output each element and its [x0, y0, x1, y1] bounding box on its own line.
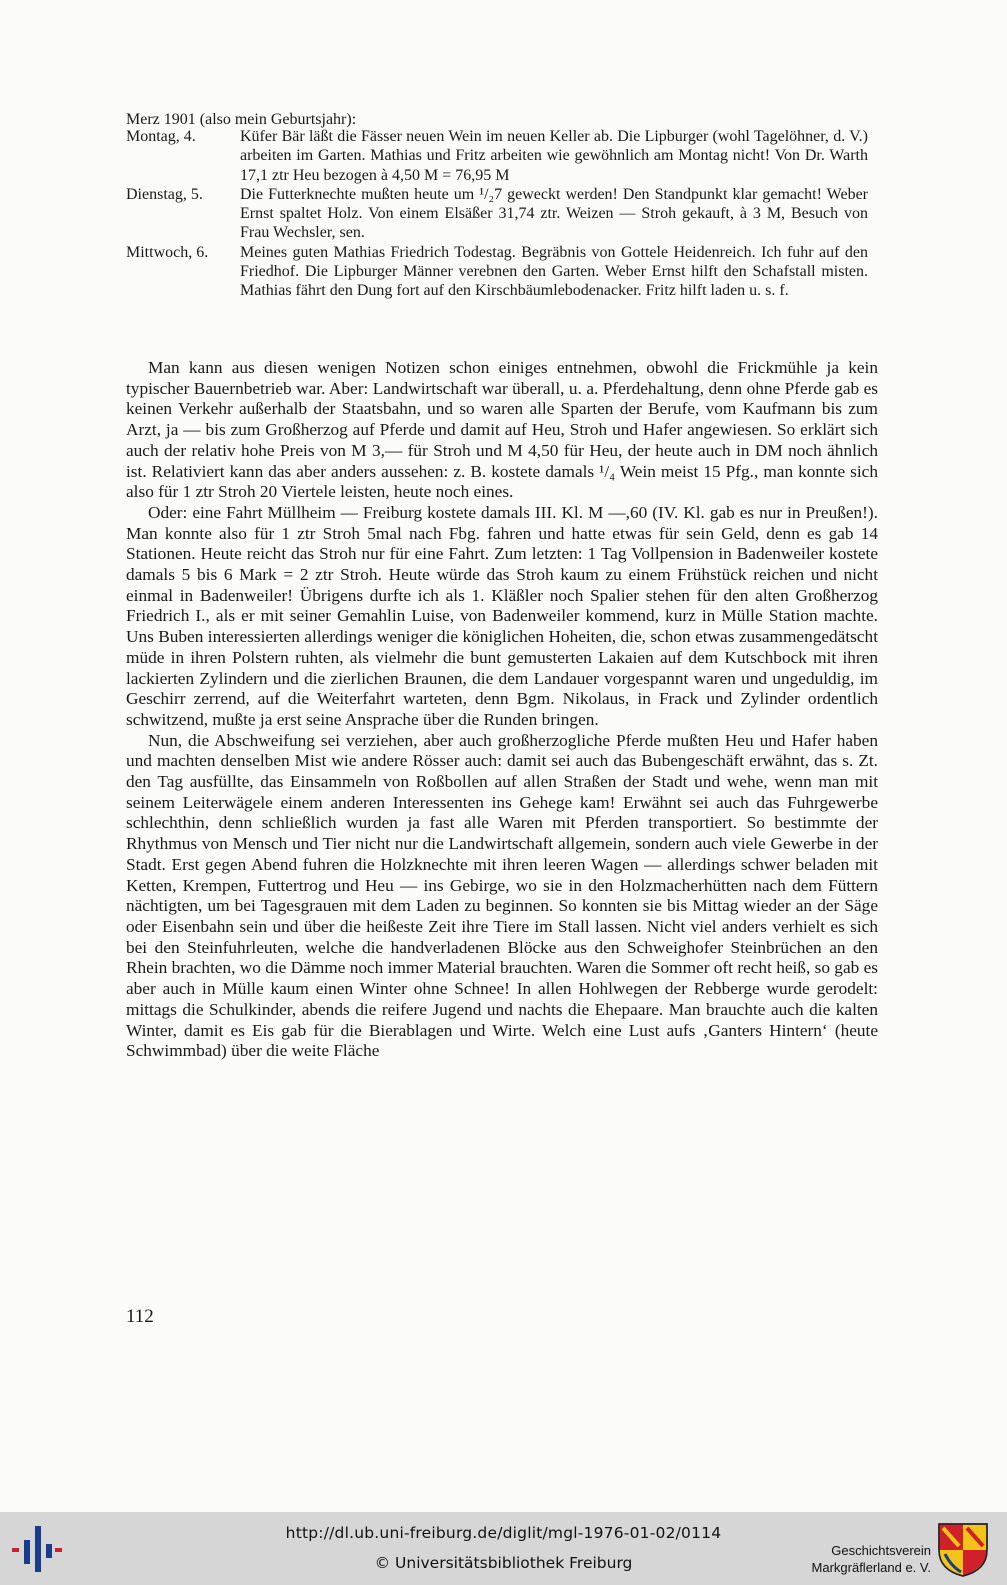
society-line-1: Geschichtsverein: [831, 1543, 931, 1558]
diary-intro: Merz 1901 (also mein Geburtsjahr):: [126, 111, 357, 128]
paragraph: Oder: eine Fahrt Müllheim — Freiburg kostete damals III. Kl. M —,60 (IV. Kl. gab es nur in Preußen!). Man konnte also für 1 ztr Stroh 5mal nach Fbg. fahren und hatte etwas für sein Geld, denn es gab 14 Stationen. Heute reicht das Stroh nur für eine Fahrt. Zum letzten: 1 Tag Vollpension in Badenweiler kostete damals 5 bis 6 Mark = 2 ztr Stroh. Heute würde das Stroh kaum zu einem Frühstück reichen und nicht einmal in Badenweiler! Übrigens durfte ich als 1. Kläßler noch Spalier stehen für den alten Großherzog Friedrich I., als er mit seiner Gemahlin Luise, von Badenweiler kommend, kurz in Mülle Station machte. Uns Buben interessierten allerdings weniger die königlichen Hoheiten, die, schon etwas zusammengedätscht müde in ihren Polstern ruhten, als vielmehr die bunt gemusterten Lakaien auf dem Kutschbock mit ihren lackierten Zylindern und die zierlichen Braunen, die dem Landauer vorgespannt waren und ungeduldig, im Geschirr zerrend, auf die Weiterfahrt warteten, denn Bgm. Nikolaus, in Frack und Zylinder ordentlich schwitzend, mußte ja erst seine Ansprache über die Runden bringen.: [126, 502, 878, 729]
coat-of-arms-icon[interactable]: [937, 1522, 989, 1578]
entry-text: Meines guten Mathias Friedrich Todestag. Begräbnis von Gottele Heidenreich. Ich fuhr auf den Friedhof. Die Lipburger Männer verebnen den Garten. Weber Ernst hilft den Schafstall misten. Mathias fährt den Dung fort auf den Kirschbäumlebodenacker. Fritz hilft laden u. s. f.: [240, 243, 868, 300]
diary-entry: [126, 127, 878, 185]
viewer-footer: [0, 1512, 1007, 1585]
entry-day: Montag, 4.: [126, 128, 196, 145]
copyright-text: © Universitätsbibliothek Freiburg: [374, 1554, 633, 1572]
entry-text: Küfer Bär läßt die Fässer neuen Wein im neuen Keller ab. Die Lipburger (wohl Tagelöhner, d. V.) arbeiten im Garten. Mathias und Fritz arbeiten wie gewöhnlich am Montag nicht! Von Dr. Warth 17,1 ztr Heu bezogen à 4,50 M = 76,95 M: [240, 128, 868, 184]
entry-day: Mittwoch, 6.: [126, 243, 209, 261]
paragraph: Man kann aus diesen wenigen Notizen schon einiges entnehmen, obwohl die Frickmühle ja kein typischer Bauernbetrieb war. Aber: Landwirtschaft war überall, u. a. Pferdehaltung, denn ohne Pferde gab es keinen Verkehr außerhalb der Staatsbahn, und so waren alle Sparten der Berufe, vom Kaufmann bis zum Arzt, ja — bis zum Großherzog auf Pferde und damit auf Heu, Stroh und Hafer angewiesen. So erklärt sich auch der relativ hohe Preis von M 3,— für Stroh und M 4,50 für Heu, der heute auch in DM noch ähnlich ist. Relativiert kann das aber anders aussehen: z. B. kostete damals ¹/₄ Wein meist 15 Pfg., man konnte sich also für 1 ztr Stroh 20 Viertele leisten, heute noch eines.: [126, 358, 878, 502]
entry-day: Dienstag, 5.: [126, 185, 203, 203]
diary-entry: [126, 185, 878, 243]
society-line-2: Markgräflerland e. V.: [811, 1560, 931, 1575]
entry-text: Die Futterknechte mußten heute um ¹/₂7 geweckt werden! Den Standpunkt klar gemacht! Weber Ernst spaltet Holz. Von einem Elsäßer 31,74 ztr. Weizen — Stroh gekauft, à 3 M, Besuch von Frau Wechsler, sen.: [240, 185, 868, 242]
diary-entry: [126, 243, 878, 301]
diary-entries: [126, 127, 878, 301]
document-url-link[interactable]: http://dl.ub.uni-freiburg.de/diglit/mgl-1976-01-02/0114: [285, 1524, 722, 1542]
body-text: [126, 358, 878, 1062]
society-name: [812, 1542, 931, 1576]
page-number: 112: [126, 1306, 154, 1327]
paragraph: Nun, die Abschweifung sei verziehen, aber auch großherzogliche Pferde mußten Heu und Hafer haben und machten denselben Mist wie andere Rösser auch: damit sei auch das Bubengeschäft erwähnt, das s. Zt. den Tag ausfüllte, das Einsammeln von Roßbollen auf allen Straßen der Stadt und wehe, wenn man mit seinem Leiterwägele einem anderen Interessenten ins Gehege kam! Erwähnt sei auch das Fuhrgewerbe schlechthin, denn schließlich wurden ja fast alle Waren mit Pferden transportiert. So bestimmte der Rhythmus von Mensch und Tier nicht nur die Landwirtschaft allgemein, sondern auch viele Gewerbe in der Stadt. Erst gegen Abend fuhren die Holzknechte mit ihren leeren Wagen — allerdings schwer beladen mit Ketten, Krempen, Futtertrog und Heu — ins Gebirge, wo sie in den Holzmacherhütten nach dem Füttern nächtigten, um bei Tagesgrauen mit dem Laden zu beginnen. So konnten sie bis Mittag wieder an der Säge oder Eisenbahn sein und über die heißeste Zeit ihre Tiere im Stall lassen. Nicht viel anders verhielt es sich bei den Steinfuhrleuten, welche die handverladenen Blöcke aus den Schweighofer Steinbrüchen an den Rhein brachten, wo die Dämme noch immer Material brauchten. Waren die Sommer oft recht heiß, so gab es aber auch in Mülle kaum einen Winter ohne Schnee! In allen Hohlwegen der Rebberge wurde gerodelt: mittags die Schulkinder, abends die reifere Jugend und nachts die Ehepaare. Man brauchte auch die kalten Winter, damit es Eis gab für die Bierablagen und Wirte. Welch eine Lust aufs ‚Ganters Hintern‘ (heute Schwimmbad) über die weite Fläche: [126, 730, 878, 1061]
